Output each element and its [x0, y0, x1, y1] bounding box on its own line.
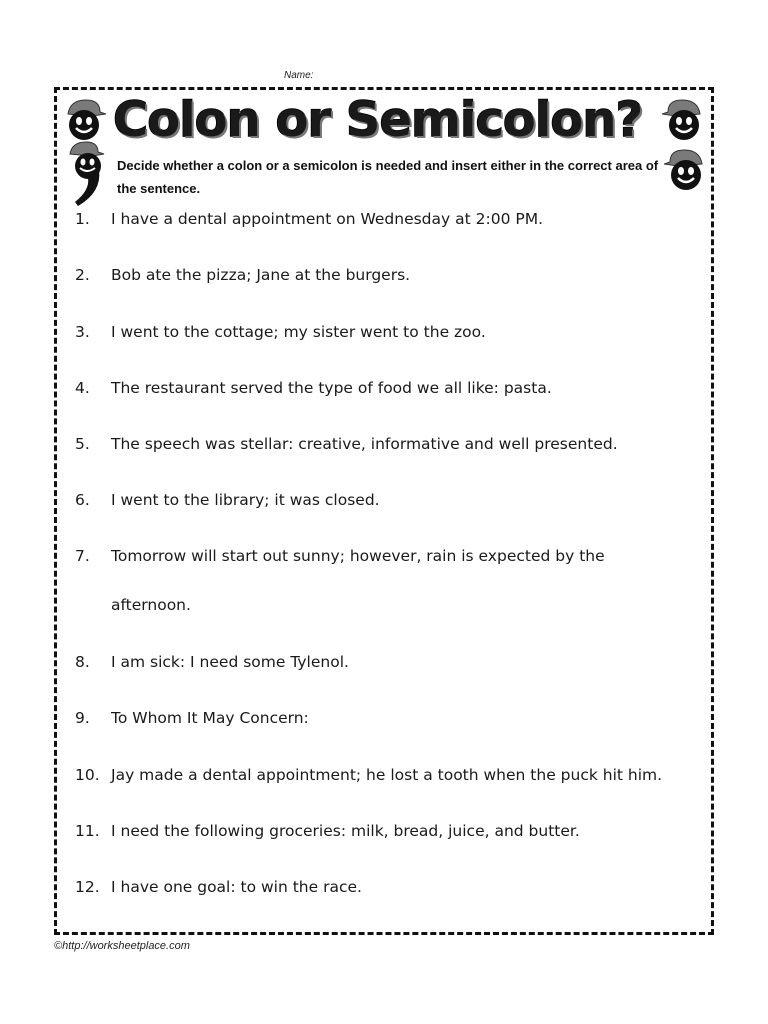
item-text: I went to the library; it was closed. — [111, 491, 380, 509]
item-text-continued: afternoon. — [111, 596, 191, 614]
item-number: 10. — [75, 766, 100, 784]
item-number: 6. — [75, 491, 90, 509]
item-text: Jay made a dental appointment; he lost a tooth when the puck hit him. — [111, 766, 663, 784]
item-text: The speech was stellar: creative, informative and well presented. — [111, 435, 618, 453]
item-number: 8. — [75, 653, 90, 671]
item-text: I have one goal: to win the race. — [111, 878, 362, 896]
item-number: 5. — [75, 435, 90, 453]
item-text: I went to the cottage; my sister went to the zoo. — [111, 323, 486, 341]
footer-credit: ©http://worksheetplace.com — [54, 940, 190, 952]
item-number: 4. — [75, 379, 90, 397]
item-text: I am sick: I need some Tylenol. — [111, 653, 349, 671]
item-text: Bob ate the pizza; Jane at the burgers. — [111, 266, 411, 284]
item-number: 7. — [75, 547, 90, 565]
item-number: 11. — [75, 822, 100, 840]
item-text: To Whom It May Concern: — [111, 709, 309, 727]
item-number: 1. — [75, 210, 90, 228]
item-text: Tomorrow will start out sunny; however, rain is expected by the — [111, 547, 605, 565]
item-number: 9. — [75, 709, 90, 727]
instructions: Decide whether a colon or a semicolon is needed and insert either in the correct area of the sentence. — [117, 158, 659, 196]
item-text: The restaurant served the type of food we all like: pasta. — [111, 379, 552, 397]
item-number: 3. — [75, 323, 90, 341]
item-number: 2. — [75, 266, 90, 284]
item-text: I need the following groceries: milk, bread, juice, and butter. — [111, 822, 580, 840]
item-number: 12. — [75, 878, 100, 896]
item-text: I have a dental appointment on Wednesday at 2:00 PM. — [111, 210, 544, 228]
worksheet-title: Colon or Semicolon? — [113, 92, 643, 148]
name-label: Name: — [284, 70, 314, 81]
